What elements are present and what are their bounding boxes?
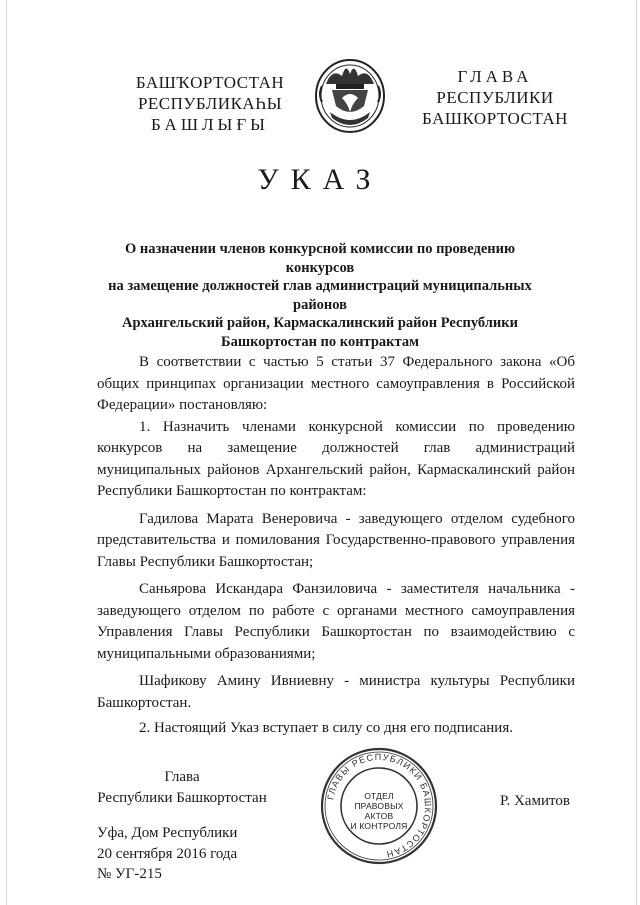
header-right-line3: БАШКОРТОСТАН — [422, 109, 568, 128]
decree-heading — [90, 240, 550, 351]
paragraph-member-3: Шафикову Амину Ивниевну - министра культуры Республики Башкортостан. — [97, 673, 575, 711]
stamp-center-line2: ПРАВОВЫХ АКТОВ — [354, 801, 404, 821]
header-left-line1: БАШҠОРТОСТАН — [135, 73, 285, 92]
date-line: 20 сентября 2016 года — [97, 845, 238, 862]
paragraph-item-1: 1. Назначить членами конкурсной комиссии по проведению конкурсов на замещение должностей глав администраций муниципальных районов Архангельский район, Кармаскалинский район Республики Башкортостан по контрактам: — [97, 418, 575, 499]
stamp-center-line3: И КОНТРОЛЯ — [350, 821, 408, 831]
scan-edge-left — [6, 0, 7, 905]
signatory-title — [97, 767, 267, 809]
signatory-title-line2: Республики Башкортостан — [97, 790, 267, 806]
stamp-ring-text: ГЛАВЫ РЕСПУБЛИКИ БАШКОРТОСТАН — [325, 751, 434, 860]
paragraph-member-1: Гадилова Марата Венеровича - заведующего отделом судебного представительства и помилования Государственно-правового управления Главы Республики Башкортостан; — [97, 510, 575, 570]
scan-edge-right — [636, 0, 637, 905]
header-left-line3: БАШЛЫҒЫ — [151, 115, 269, 134]
signatory-title-line1: Глава — [164, 769, 200, 785]
paragraph-preamble: В соответствии с частью 5 статьи 37 Федерального закона «Об общих принципах организации местного самоуправления в Российской Федерации» постановляю: — [97, 354, 575, 413]
stamp-center-text — [340, 791, 418, 831]
document-title: УКАЗ — [257, 163, 383, 196]
signatory-name: Р. Хамитов — [500, 793, 570, 809]
heading-line1: О назначении членов конкурсной комиссии по проведению конкурсов — [124, 241, 516, 276]
header-bashkir — [125, 72, 295, 135]
paragraph-item-2: 2. Настоящий Указ вступает в силу со дня его подписания. — [139, 720, 513, 736]
heading-line3: Архангельский район, Кармаскалинский район Республики — [122, 315, 518, 331]
heading-line4: Башкортостан по контрактам — [221, 333, 419, 350]
coat-of-arms-icon — [312, 54, 388, 134]
decree-number: № УГ-215 — [97, 866, 162, 882]
header-russian — [415, 66, 575, 129]
place-and-date — [97, 823, 237, 885]
paragraph-member-2: Саньярова Искандара Фанзиловича - заместителя начальника - заведующего отделом по работе с органами местного самоуправления Управления Главы Республики Башкортостан по взаимодействию с муниципальными образованиями; — [97, 581, 575, 662]
stamp-center-line1: ОТДЕЛ — [364, 791, 394, 801]
header-right-line2: РЕСПУБЛИКИ — [436, 88, 554, 107]
place-line: Уфа, Дом Республики — [97, 825, 238, 841]
header-right-line1: ГЛАВА — [457, 67, 533, 86]
header-left-line2: РЕСПУБЛИКАҺЫ — [137, 94, 283, 113]
decree-body — [97, 352, 575, 740]
heading-line2: на замещение должностей глав администраций муниципальных районов — [108, 278, 532, 313]
